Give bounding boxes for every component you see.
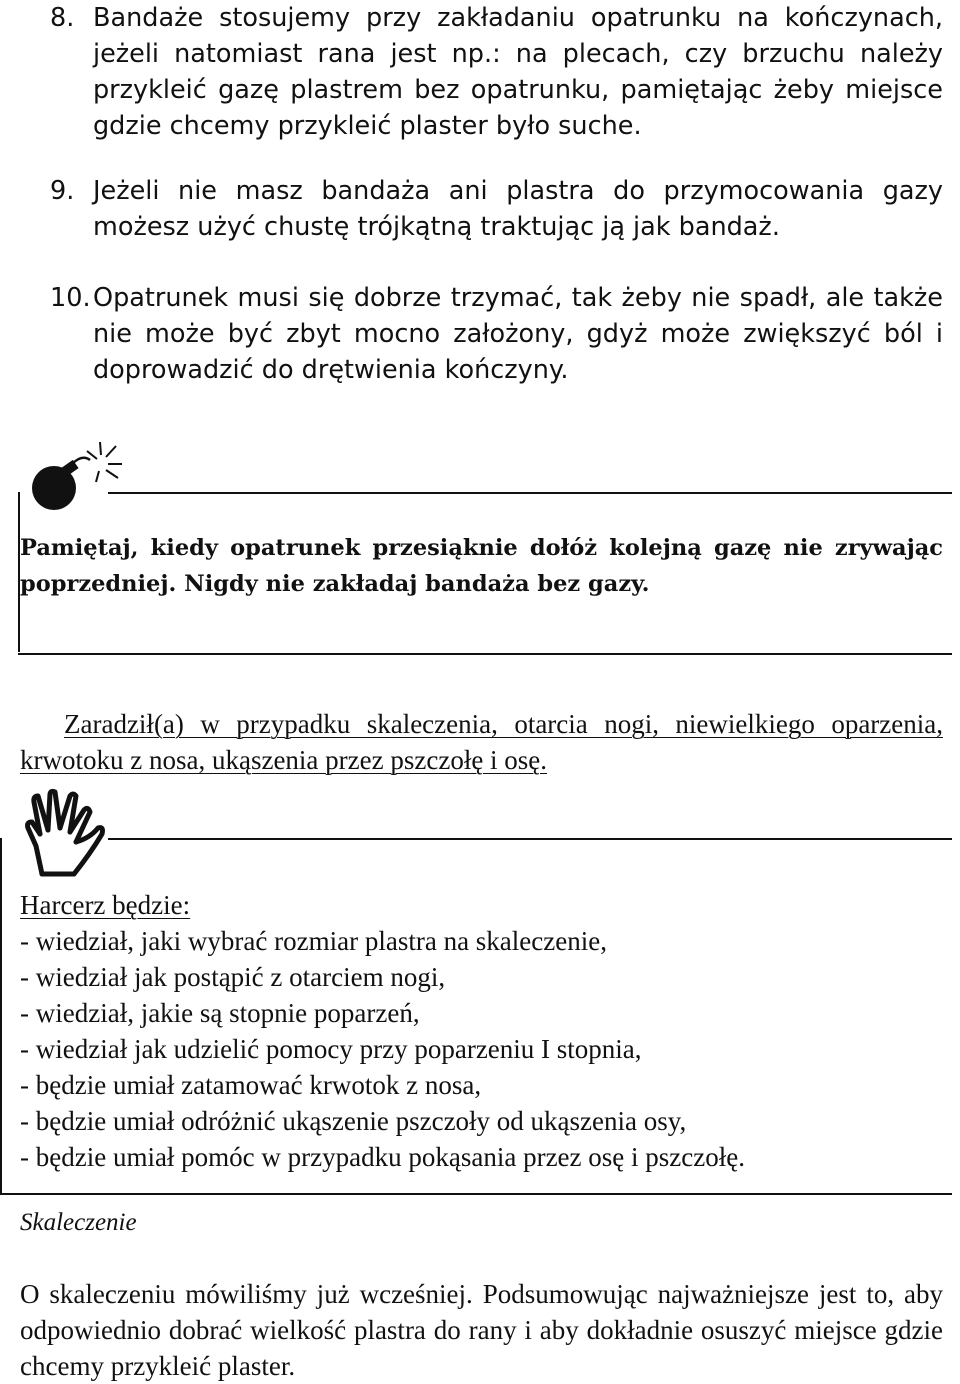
warning-text: Pamiętaj, kiedy opatrunek przesiąknie dołóż kolejną gazę nie zrywając poprzedniej. Nigdy nie zakładaj bandaża bez gazy. — [20, 535, 943, 597]
outcomes-left-border — [0, 838, 2, 1194]
section-heading: Skaleczenie — [20, 1209, 137, 1236]
outcomes-title: Harcerz będzie: — [20, 890, 191, 920]
outcome-item: - wiedział, jaki wybrać rozmiar plastra na skaleczenie, — [20, 926, 607, 956]
outcomes-list — [20, 923, 950, 1175]
list-item-8 — [50, 0, 943, 144]
outcome-item: - wiedział, jakie są stopnie poparzeń, — [20, 998, 420, 1028]
section-paragraph: O skaleczeniu mówiliśmy już wcześniej. Podsumowując najważniejsze jest to, aby odpowiednio dobrać wielkość plastra do rany i aby dokładnie osuszyć miejsce gdzie chcemy przykleić plaster. — [20, 1279, 943, 1381]
hand-icon — [20, 788, 108, 880]
list-item-text: Opatrunek musi się dobrze trzymać, tak żeby nie spadł, ale także nie może być zbyt mocno założony, gdyż może zwiększyć ból i doprowadzić do drętwienia kończyny. — [93, 283, 943, 385]
outcome-item: - będzie umiał pomóc w przypadku pokąsania przez osę i pszczołę. — [20, 1142, 745, 1172]
outcomes-content — [20, 887, 950, 1175]
list-item-9 — [50, 173, 943, 245]
list-item-10 — [50, 280, 943, 388]
list-item-number: 8. — [50, 3, 75, 33]
outcome-item: - będzie umiał zatamować krwotok z nosa, — [20, 1070, 482, 1100]
bomb-icon — [24, 434, 130, 514]
list-item-number: 9. — [50, 176, 75, 206]
outcomes-bottom-border — [0, 1193, 952, 1195]
goal-statement — [20, 706, 943, 778]
warning-bottom-border — [18, 653, 952, 655]
list-item-text: Jeżeli nie masz bandaża ani plastra do przymocowania gazy możesz użyć chustę trójkątną traktując ją jak bandaż. — [93, 176, 943, 242]
outcome-item: - wiedział jak postąpić z otarciem nogi, — [20, 962, 446, 992]
list-item-number: 10. — [50, 283, 91, 313]
outcome-item: - będzie umiał odróżnić ukąszenie pszczoły od ukąszenia osy, — [20, 1106, 687, 1136]
outcome-item: - wiedział jak udzielić pomocy przy poparzeniu I stopnia, — [20, 1034, 642, 1064]
list-item-text: Bandaże stosujemy przy zakładaniu opatrunku na kończynach, jeżeli natomiast rana jest np.: na plecach, czy brzuchu należy przykleić gazę plastrem bez opatrunku, pamiętając żeby miejsce gdzie chcemy przykleić plaster było suche. — [93, 3, 943, 141]
goal-text: Zaradził(a) w przypadku skaleczenia, otarcia nogi, niewielkiego oparzenia, krwotoku z nosa, ukąszenia przez pszczołę i osę. — [20, 709, 943, 775]
warning-top-border — [108, 492, 952, 494]
outcomes-top-border — [108, 838, 952, 840]
